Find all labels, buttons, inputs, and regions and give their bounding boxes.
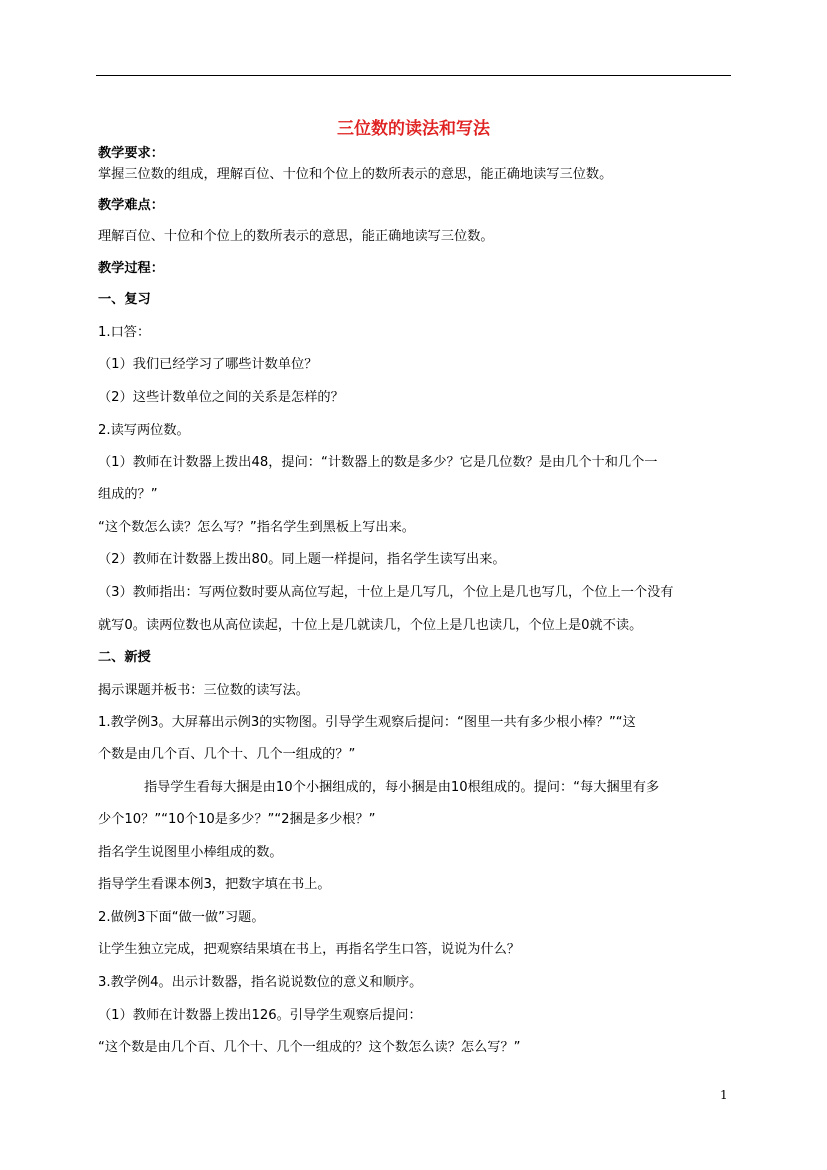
paragraph: （2）这些计数单位之间的关系是怎样的？	[98, 390, 344, 405]
page-number: 1	[720, 1088, 728, 1102]
section-review: 一、复习	[98, 292, 151, 307]
paragraph: 就写0。读两位数也从高位读起，十位上是几就读几，个位上是几也读几，个位上是0就不读。	[98, 618, 643, 633]
paragraph: （1）我们已经学习了哪些计数单位？	[98, 357, 318, 372]
document-title: 三位数的读法和写法	[337, 119, 490, 139]
paragraph: 2.读写两位数。	[98, 423, 190, 438]
paragraph: 让学生独立完成，把观察结果填在书上，再指名学生口答，说说为什么？	[98, 942, 520, 957]
paragraph: 掌握三位数的组成，理解百位、十位和个位上的数所表示的意思，能正确地读写三位数。	[98, 167, 613, 182]
paragraph: 组成的？”	[98, 487, 158, 502]
paragraph: （1）教师在计数器上拨出126。引导学生观察后提问：	[98, 1008, 422, 1023]
paragraph: 1.口答：	[98, 325, 151, 340]
heading-difficulty: 教学难点：	[98, 198, 164, 213]
paragraph: 3.教学例4。出示计数器，指名说说数位的意义和顺序。	[98, 975, 423, 990]
paragraph: 揭示课题并板书：三位数的读写法。	[98, 683, 309, 698]
paragraph: “这个数是由几个百、几个十、几个一组成的？这个数怎么读？怎么写？”	[98, 1040, 521, 1055]
paragraph: 1.教学例3。大屏幕出示例3的实物图。引导学生观察后提问：“图里一共有多少根小棒？”“这	[98, 715, 636, 730]
header-rule	[96, 75, 731, 76]
paragraph: 个数是由几个百、几个十、几个一组成的？”	[98, 747, 356, 762]
paragraph: 理解百位、十位和个位上的数所表示的意思，能正确地读写三位数。	[98, 229, 494, 244]
heading-process: 教学过程：	[98, 261, 164, 276]
section-new-lesson: 二、新授	[98, 650, 151, 665]
paragraph: 指导学生看每大捆是由10个小捆组成的，每小捆是由10根组成的。提问：“每大捆里有多	[144, 780, 660, 795]
heading-requirements: 教学要求：	[98, 146, 164, 161]
paragraph: （2）教师在计数器上拨出80。同上题一样提问，指名学生读写出来。	[98, 552, 506, 567]
paragraph: 指名学生说图里小棒组成的数。	[98, 845, 283, 860]
paragraph: （1）教师在计数器上拨出48，提问：“计数器上的数是多少？它是几位数？是由几个十和几个一	[98, 455, 658, 470]
paragraph: （3）教师指出：写两位数时要从高位写起，十位上是几写几，个位上是几也写几，个位上一个没有	[98, 585, 674, 600]
paragraph: “这个数怎么读？怎么写？”指名学生到黑板上写出来。	[98, 520, 415, 535]
paragraph: 指导学生看课本例3，把数字填在书上。	[98, 877, 331, 892]
paragraph: 2.做例3下面“做一做”习题。	[98, 910, 265, 925]
paragraph: 少个10？”“10个10是多少？”“2捆是多少根？”	[98, 812, 376, 827]
